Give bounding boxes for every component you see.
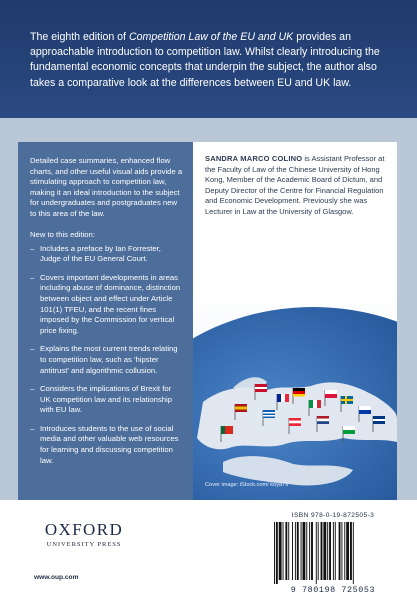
list-item: – Considers the implications of Brexit for UK competition law and its relationship with EU law. xyxy=(30,384,183,416)
author-bio-text: is Assistant Professor at the Faculty of Law of the Chinese University of Hong Kong, Member of the Academic Board of Dictum, and Deputy Director of the Centre for Financial Regulation and Economic Development. Previously she was Lecturer in Law at the University of Glasgow. xyxy=(205,154,385,216)
publisher-website: www.oup.com xyxy=(34,574,79,581)
list-item: – Covers important developments in areas including abuse of dominance, distinction between object and effect under Article 101(1) TFEU, and the recent fines imposed by the Commission for vertical price fixing. xyxy=(30,273,183,337)
list-item: – Includes a preface by Ian Forrester, Judge of the EU General Court. xyxy=(30,244,183,265)
author-name: SANDRA MARCO COLINO xyxy=(205,154,303,163)
top-blurb-before: The eighth edition of xyxy=(30,31,129,43)
barcode-digits: 9 780198 725053 xyxy=(290,585,376,595)
lower-section xyxy=(0,118,417,500)
oxford-logo xyxy=(34,520,134,548)
cover-credit: Cover image: iStock.com/ koya79 xyxy=(205,482,289,488)
new-edition-list xyxy=(30,244,183,467)
globe-flags-illustration xyxy=(193,292,397,500)
barcode-icon xyxy=(272,522,394,584)
oxford-logo-main: OXFORD xyxy=(44,520,124,539)
top-blurb xyxy=(30,30,393,91)
author-bio xyxy=(193,142,397,292)
left-intro-text: Detailed case summaries, enhanced flow charts, and other useful visual aids provide a stimulating approach to competition law, making it an ideal introduction to the subject for undergraduates and postgraduates new to this area of the law. xyxy=(30,156,183,218)
top-blurb-band xyxy=(0,0,417,118)
cover-image xyxy=(193,292,397,500)
isbn-label: ISBN 978-0-19-872505-3 xyxy=(291,512,375,519)
right-panel xyxy=(193,142,397,500)
footer xyxy=(0,500,417,600)
left-info-panel xyxy=(18,142,193,500)
list-item: – Explains the most current trends relating to competition law, such as 'hipster antitrust' and algorithmic collusion. xyxy=(30,344,183,376)
oxford-logo-sub: UNIVERSITY PRESS xyxy=(46,541,122,548)
barcode xyxy=(264,512,402,596)
top-blurb-after: provides an approachable introduction to competition law. Whilst clearly introducing the fundamental economic concepts that underpin the subject, the author also takes a comparative look at the differences between EU and UK law. xyxy=(30,31,380,89)
top-blurb-book-title: Competition Law of the EU and UK xyxy=(128,31,294,43)
list-item: – Introduces students to the use of social media and other valuable web resources for learning and discussing competition law. xyxy=(30,424,183,466)
new-edition-heading: New to this edition: xyxy=(30,229,95,239)
